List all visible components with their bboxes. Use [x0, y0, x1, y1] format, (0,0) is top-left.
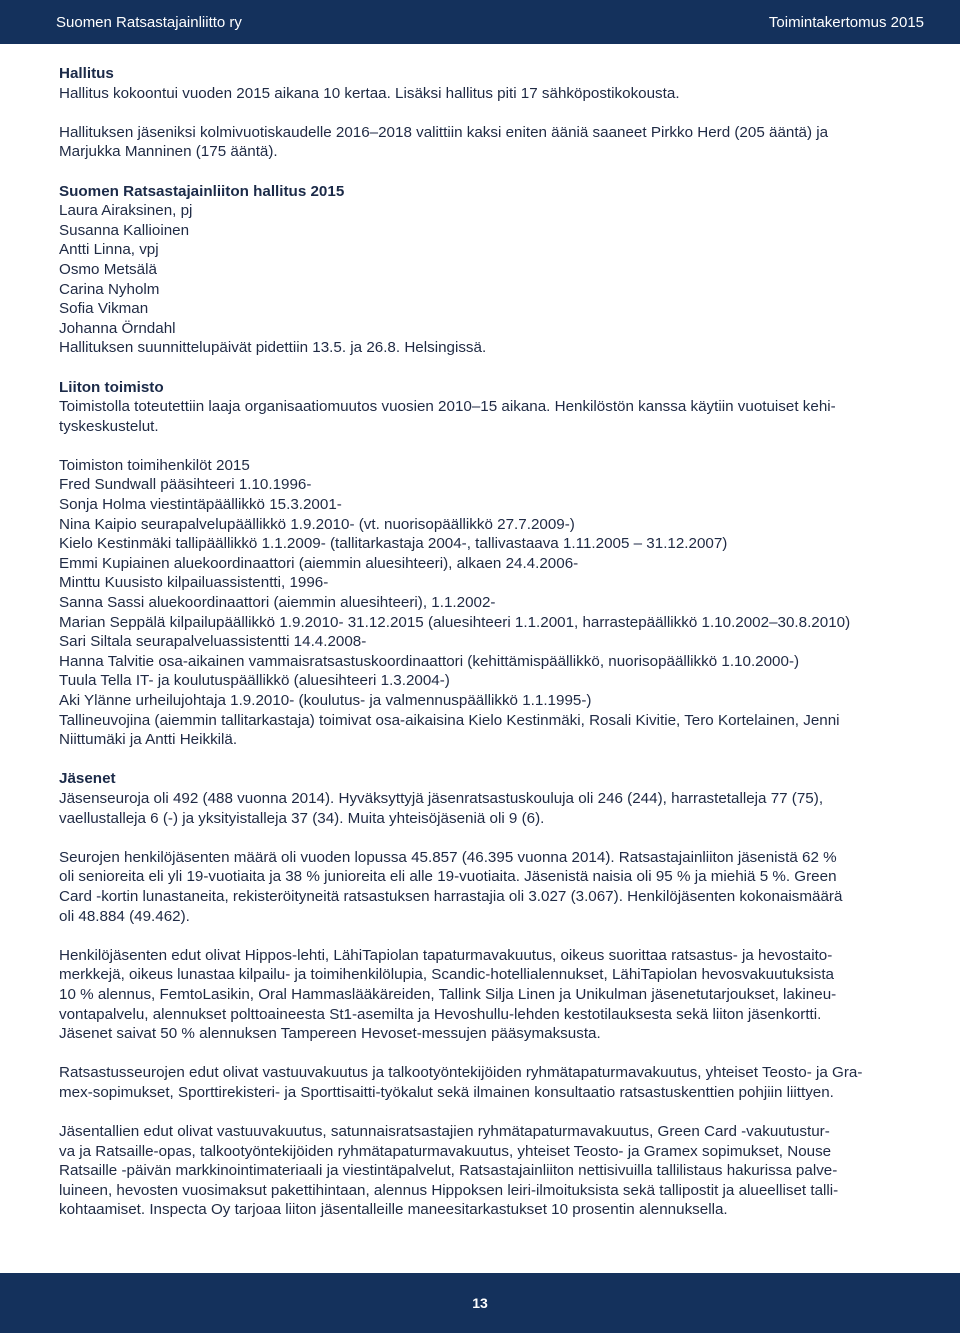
hallitus-paragraph-2-line-2: Marjukka Manninen (175 ääntä).	[59, 143, 278, 161]
office-paragraph-line-2: tyskeskustelut.	[59, 417, 159, 435]
text-line: Jäsentallien edut olivat vastuuvakuutus, satunnaisratsastajien ryhmätapaturmavakuutus, Green Card -vakuutustur-	[59, 1123, 830, 1141]
board-member: Sofia Vikman	[59, 300, 149, 318]
text-line: vontapalvelu, alennukset polttoaineesta St1-asemilta ja Hevoshullu-lehden kestotilauksesta sekä liiton jäsenkortti.	[59, 1005, 822, 1023]
hallitus-paragraph-1: Hallitus kokoontui vuoden 2015 aikana 10 kertaa. Lisäksi hallitus piti 17 sähköpostikokousta.	[59, 84, 680, 102]
members-paragraph-5	[59, 1122, 904, 1220]
staff-item: Emmi Kupiainen aluekoordinaattori (aiemmin aluesihteeri), alkaen 24.4.2006-	[59, 554, 579, 572]
text-line: Ratsastusseurojen edut olivat vastuuvakuutus ja talkootyöntekijöiden ryhmätapaturmavakuutus, yhteiset Teosto- ja Gra-	[59, 1064, 863, 1082]
page-number: 13	[472, 1295, 488, 1311]
staff-list	[59, 475, 904, 749]
text-line: Card -kortin lunastaneita, rekisteröityneitä ratsastuksen harrastajia oli 3.027 (3.067). Henkilöjäsenten kokonaismäärä	[59, 887, 843, 905]
text-line: oli 48.884 (49.462).	[59, 907, 190, 925]
header-document-title: Toimintakertomus 2015	[768, 13, 924, 31]
board-member: Johanna Örndahl	[59, 319, 176, 337]
board-member: Carina Nyholm	[59, 280, 160, 298]
text-line: merkkejä, oikeus lunastaa kilpailu- ja toimihenkilölupia, Scandic-hotellialennukset, LähiTapiolan hevosvakuutuksista	[59, 966, 834, 984]
text-line: 10 % alennus, FemtoLasikin, Oral Hammaslääkäreiden, Tallink Silja Linen ja Unikulman jäsenetutarjoukset, lakineu-	[59, 985, 837, 1003]
text-line: Seurojen henkilöjäsenten määrä oli vuoden lopussa 45.857 (46.395 vuonna 2014). Ratsastajainliiton jäsenistä 62 %	[59, 848, 837, 866]
board-member-list	[59, 201, 904, 358]
page-content	[59, 64, 904, 1220]
text-line: mex-sopimukset, Sporttirekisteri- ja Sporttisaitti-työkalut sekä ilmainen konsultaatio ratsastuskenttien pohjiin liittyen.	[59, 1083, 834, 1101]
board-member: Osmo Metsälä	[59, 260, 157, 278]
staff-item: Sonja Holma viestintäpäällikkö 15.3.2001-	[59, 496, 342, 514]
staff-item: Kielo Kestinmäki tallipäällikkö 1.1.2009- (tallitarkastaja 2004-, tallivastaava 1.11.2005 – 31.12.2007)	[59, 535, 728, 553]
heading-board-2015: Suomen Ratsastajainliiton hallitus 2015	[59, 182, 345, 200]
heading-office: Liiton toimisto	[59, 378, 164, 396]
heading-members: Jäsenet	[59, 770, 116, 788]
staff-heading: Toimiston toimihenkilöt 2015	[59, 456, 250, 474]
members-paragraph-3	[59, 946, 904, 1044]
staff-item: Nina Kaipio seurapalvelupäällikkö 1.9.2010- (vt. nuorisopäällikkö 27.7.2009-)	[59, 515, 575, 533]
staff-item: Aki Ylänne urheilujohtaja 1.9.2010- (koulutus- ja valmennuspäällikkö 1.1.1995-)	[59, 692, 592, 709]
staff-item: Tallineuvojina (aiemmin tallitarkastaja) toimivat osa-aikaisina Kielo Kestinmäki, Rosali Kivitie, Tero Kortelainen, Jenni	[59, 711, 840, 729]
members-paragraph-1	[59, 789, 904, 828]
office-paragraph-line-1: Toimistolla toteutettiin laaja organisaatiomuutos vuosien 2010–15 aikana. Henkilöstön kanssa käytiin vuotuiset kehi-	[59, 398, 836, 416]
staff-item: Minttu Kuusisto kilpailuassistentti, 1996-	[59, 574, 329, 592]
staff-item: Sanna Sassi aluekoordinaattori (aiemmin aluesihteeri), 1.1.2002-	[59, 594, 496, 612]
staff-item: Hanna Talvitie osa-aikainen vammaisratsastuskoordinaattori (kehittämispäällikkö, nuorisopäällikkö 1.10.2000-)	[59, 652, 800, 670]
text-line: va ja Ratsaille-opas, talkootyöntekijöiden ryhmätapaturmavakuutus, yhteiset Teosto- ja Gramex sopimukset, Nouse	[59, 1142, 832, 1160]
heading-hallitus: Hallitus	[59, 65, 114, 82]
text-line: Ratsaille -päivän markkinointimateriaali ja viestintäpalvelut, Ratsastajainliiton nettisivuilla tallilistaus hakurissa palve-	[59, 1162, 838, 1180]
board-member: Susanna Kallioinen	[59, 221, 190, 239]
board-member: Laura Airaksinen, pj	[59, 202, 193, 220]
header-organization: Suomen Ratsastajainliitto ry	[56, 13, 242, 31]
text-line: Jäsenseuroja oli 492 (488 vuonna 2014). Hyväksyttyjä jäsenratsastuskouluja oli 246 (244), harrastetalleja 77 (75),	[59, 789, 824, 807]
board-planning-days: Hallituksen suunnittelupäivät pidettiin 13.5. ja 26.8. Helsingissä.	[59, 339, 487, 357]
page-header	[0, 0, 960, 44]
text-line: oli senioreita eli yli 19-vuotiaita ja 38 % junioreita eli alle 19-vuotiaita. Jäsenistä naisia oli 95 % ja miehiä 5 %. Green	[59, 868, 837, 886]
text-line: vaellustalleja 6 (-) ja yksityistalleja 37 (34). Muita yhteisöjäseniä oli 9 (6).	[59, 809, 545, 827]
staff-item: Sari Siltala seurapalveluassistentti 14.4.2008-	[59, 633, 367, 651]
hallitus-paragraph-2-line-1: Hallituksen jäseniksi kolmivuotiskaudelle 2016–2018 valittiin kaksi eniten ääniä saaneet Pirkko Herd (205 ääntä) ja	[59, 123, 829, 141]
board-member: Antti Linna, vpj	[59, 241, 159, 259]
staff-item: Tuula Tella IT- ja koulutuspäällikkö (aluesihteeri 1.3.2004-)	[59, 672, 450, 690]
page-footer	[0, 1273, 960, 1333]
text-line: kohtaamiset. Inspecta Oy tarjoaa liiton jäsentalleille maneesitarkastukset 10 prosentin alennuksella.	[59, 1201, 728, 1219]
staff-item: Marian Seppälä kilpailupäällikkö 1.9.2010- 31.12.2015 (aluesihteeri 1.1.2001, harrastepäällikkö 1.10.2002–30.8.2010)	[59, 613, 851, 631]
text-line: Henkilöjäsenten edut olivat Hippos-lehti, LähiTapiolan tapaturmavakuutus, oikeus suorittaa ratsastus- ja hevostaito-	[59, 946, 833, 964]
text-line: luineen, hevosten vuosimaksut pakettihintaan, alennus Hippoksen leiri-ilmoituksista sekä tallipostit ja alueelliset talli-	[59, 1181, 839, 1199]
staff-item: Niittumäki ja Antti Heikkilä.	[59, 731, 238, 749]
text-line: Jäsenet saivat 50 % alennuksen Tampereen Hevoset-messujen pääsymaksusta.	[59, 1025, 601, 1043]
members-paragraph-4	[59, 1063, 904, 1102]
staff-item: Fred Sundwall pääsihteeri 1.10.1996-	[59, 476, 312, 494]
members-paragraph-2	[59, 848, 904, 926]
